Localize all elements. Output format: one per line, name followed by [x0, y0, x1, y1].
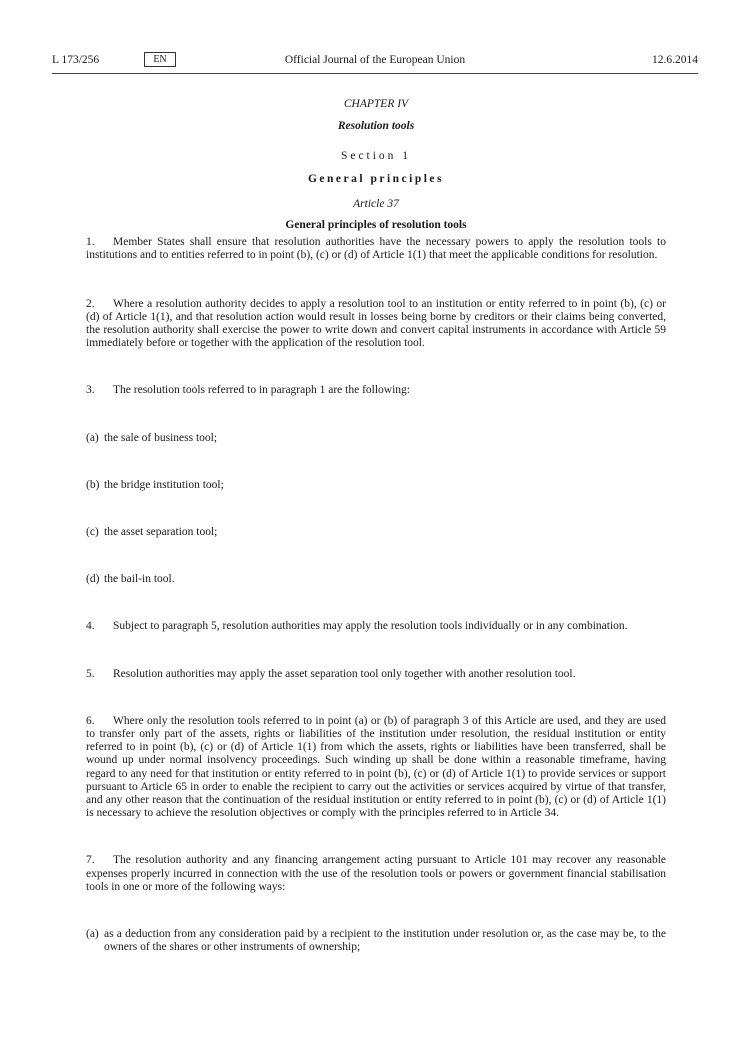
- list-item-3a: [86, 432, 666, 445]
- paragraph-4: [86, 620, 666, 633]
- article-number: Article 37: [353, 197, 399, 210]
- paragraph-number: 6.: [86, 714, 95, 727]
- article-title: General principles of resolution tools: [285, 219, 467, 232]
- paragraph-text: The resolution tools referred to in paragraph 1 are the following:: [113, 384, 410, 397]
- paragraph-3: [86, 384, 666, 397]
- document-body: [86, 98, 666, 955]
- header-divider: [52, 73, 698, 74]
- list-item-text: the sale of business tool;: [104, 431, 218, 444]
- publication-date: 12.6.2014: [652, 54, 698, 66]
- paragraph-number: 3.: [86, 384, 95, 397]
- paragraph-6: [86, 715, 666, 821]
- section-number: Section 1: [340, 150, 412, 163]
- list-item-label: (d): [86, 573, 100, 586]
- paragraph-text: Where a resolution authority decides to apply a resolution tool to an institution or entity referred to in point (b), (c) or (d) of Article 1(1), and that resolution action would result in losses being borne by creditors or their claims being converted, the resolution authority shall exercise the power to write down and convert capital instruments in accordance with Article 59 immediately before or together with the application of the resolution tool.: [86, 297, 666, 350]
- section-title: General principles: [307, 172, 445, 185]
- list-item-label: (b): [86, 478, 100, 491]
- paragraph-number: 5.: [86, 667, 95, 680]
- journal-title: Official Journal of the European Union: [284, 54, 466, 66]
- paragraph-7: [86, 854, 666, 894]
- list-item-label: (c): [86, 526, 99, 539]
- list-item-label: (a): [86, 431, 99, 444]
- page-header: [52, 52, 698, 74]
- paragraph-number: 2.: [86, 297, 95, 310]
- chapter-number: CHAPTER IV: [343, 98, 409, 110]
- list-item-label: (a): [86, 928, 99, 941]
- paragraph-text: The resolution authority and any financing arrangement acting pursuant to Article 101 may recover any reasonable expenses properly incurred in connection with the use of the resolution tools or powers or government financial stabilisation tools in one or more of the following ways:: [86, 854, 666, 893]
- list-item-text: the bail-in tool.: [104, 573, 175, 586]
- list-item-text: the bridge institution tool;: [104, 478, 224, 491]
- list-item-text: as a deduction from any consideration paid by a recipient to the institution under resolution or, as the case may be, to the owners of the shares or other instruments of ownership;: [104, 928, 666, 954]
- paragraph-number: 1.: [86, 236, 95, 249]
- paragraph-text: Member States shall ensure that resolution authorities have the necessary powers to apply the resolution tools to institutions and to entities referred to in point (b), (c) or (d) of Article 1(1) that meet the applicable conditions for resolution.: [86, 236, 666, 262]
- list-item-3b: [86, 479, 666, 492]
- language-badge: EN: [144, 52, 176, 67]
- journal-reference: L 173/256: [52, 54, 100, 66]
- paragraph-5: [86, 668, 666, 681]
- paragraph-number: 7.: [86, 854, 95, 867]
- paragraph-number: 4.: [86, 620, 95, 633]
- list-item-3c: [86, 526, 666, 539]
- paragraph-text: Subject to paragraph 5, resolution authorities may apply the resolution tools individually or in any combination.: [113, 620, 628, 633]
- paragraph-text: Where only the resolution tools referred to in point (a) or (b) of paragraph 3 of this Article are used, and they are used to transfer only part of the assets, rights or liabilities of the institution under resolution, the residual institution or entity referred to in point (b), (c) or (d) of Article 1(1) from which the assets, rights or liabilities have been transferred, shall be wound up under normal insolvency proceedings. Such winding up shall be done within a reasonable timeframe, having regard to any need for that institution or entity referred to in point (b), (c) or (d) of Article 1(1) to provide services or support pursuant to Article 65 in order to enable the recipient to carry out the activities or services acquired by virtue of that transfer, and any other reason that the continuation of the residual institution or entity referred to in point (b), (c) or (d) of Article 1(1) is necessary to achieve the resolution objectives or comply with the principles referred to in Article 34.: [86, 714, 666, 820]
- list-item-3d: [86, 573, 666, 586]
- chapter-title: Resolution tools: [337, 120, 415, 133]
- paragraph-text: Resolution authorities may apply the asset separation tool only together with another resolution tool.: [113, 667, 576, 680]
- paragraph-2: [86, 298, 666, 351]
- paragraph-1: [86, 236, 666, 262]
- list-item-7a: [86, 928, 666, 954]
- list-item-text: the asset separation tool;: [104, 526, 218, 539]
